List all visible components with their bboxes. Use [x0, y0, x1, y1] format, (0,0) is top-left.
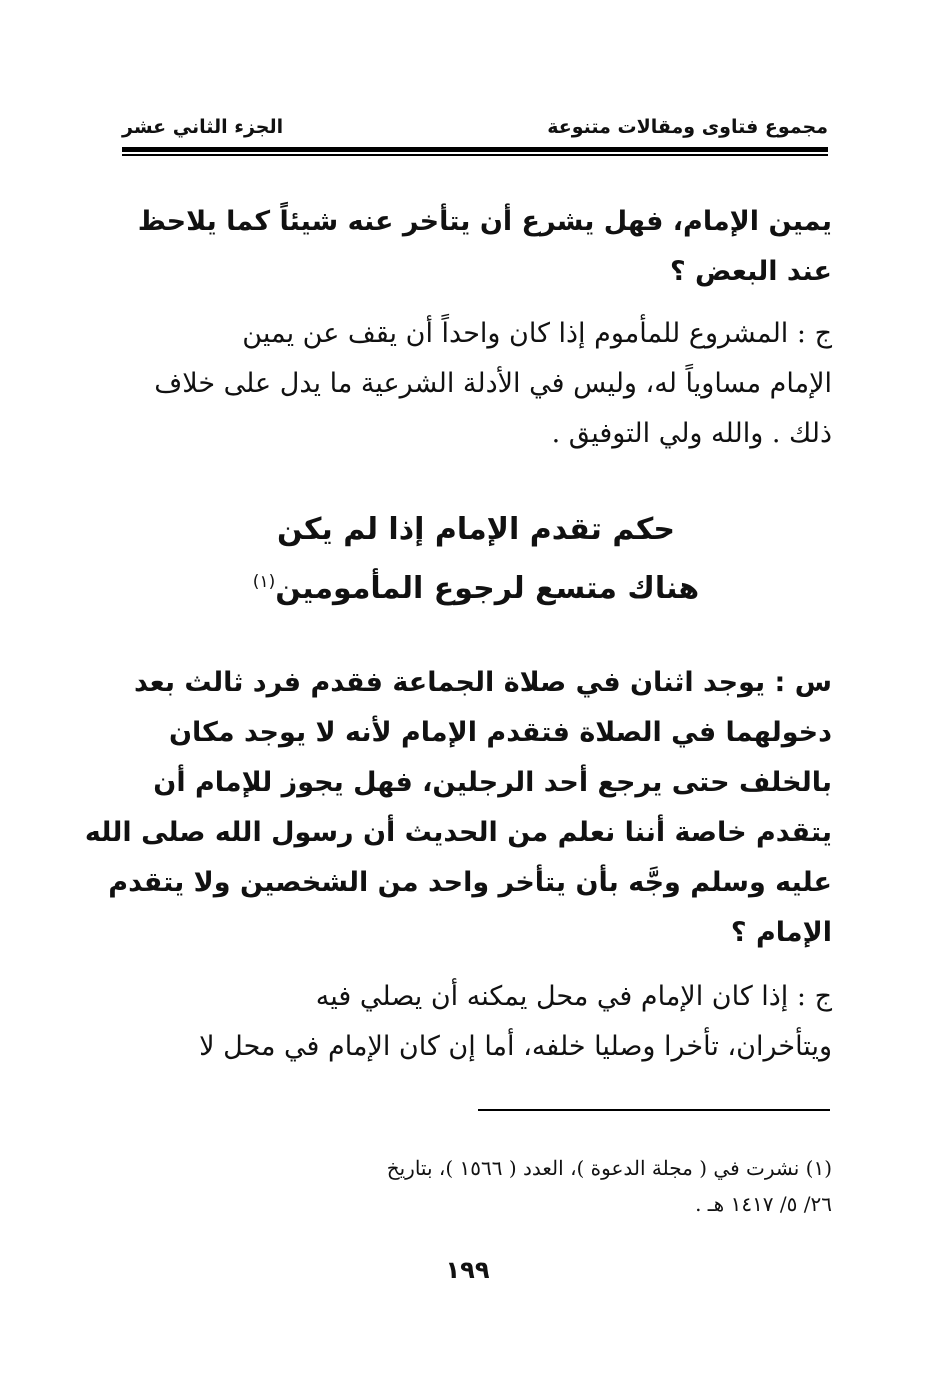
section-title-line [120, 556, 832, 615]
text-line: دخولهما في الصلاة فتقدم الإمام لأنه لا يوجد مكان [168, 717, 832, 748]
first-answer [120, 309, 832, 459]
footnote-divider [478, 1109, 830, 1111]
footnote-line: ٢٦/ ٥/ ١٤١٧ هـ . [695, 1192, 832, 1216]
footnote [120, 1150, 832, 1222]
section-title-line: حكم تقدم الإمام إذا لم يكن [277, 512, 675, 547]
footnote-ref: (١) [252, 572, 276, 592]
question [84, 658, 832, 958]
header-rule-thick [122, 147, 828, 152]
page-number: ١٩٩ [445, 1256, 490, 1284]
footnote-line: (١) نشرت في ( مجلة الدعوة )، العدد ( ١٥٦٦ )، بتاريخ [386, 1156, 832, 1180]
text-line: بالخلف حتى يرجع أحد الرجلين، فهل يجوز للإمام أن [153, 767, 832, 798]
text-line: س : يوجد اثنان في صلاة الجماعة فقدم فرد ثالث بعد [133, 667, 832, 698]
section-title [120, 504, 832, 615]
text-line: يتقدم خاصة أننا نعلم من الحديث أن رسول الله صلى الله [84, 817, 832, 848]
text-line: ج : إذا كان الإمام في محل يمكنه أن يصلي فيه [315, 981, 832, 1012]
header-rule-thin [122, 154, 828, 156]
answer [120, 972, 832, 1072]
book-title: مجموع فتاوى ومقالات متنوعة [547, 116, 828, 138]
section-title-text: هناك متسع لرجوع المأمومين [275, 571, 700, 606]
text-line: الإمام ؟ [730, 917, 832, 948]
text-line: ج : المشروع للمأموم إذا كان واحداً أن يقف عن يمين [242, 318, 832, 349]
continued-question [120, 197, 832, 297]
text-line: ذلك . والله ولي التوفيق . [551, 418, 832, 449]
text-line: ويتأخران، تأخرا وصليا خلفه، أما إن كان الإمام في محل لا [199, 1031, 832, 1062]
page-header [122, 112, 828, 144]
volume-label: الجزء الثاني عشر [122, 116, 284, 138]
text-line: عند البعض ؟ [669, 256, 832, 287]
text-line: الإمام مساوياً له، وليس في الأدلة الشرعية ما يدل على خلاف [154, 368, 832, 399]
text-line: يمين الإمام، فهل يشرع أن يتأخر عنه شيئاً كما يلاحظ [137, 206, 832, 237]
text-line: عليه وسلم وجَّه بأن يتأخر واحد من الشخصين ولا يتقدم [108, 867, 832, 898]
